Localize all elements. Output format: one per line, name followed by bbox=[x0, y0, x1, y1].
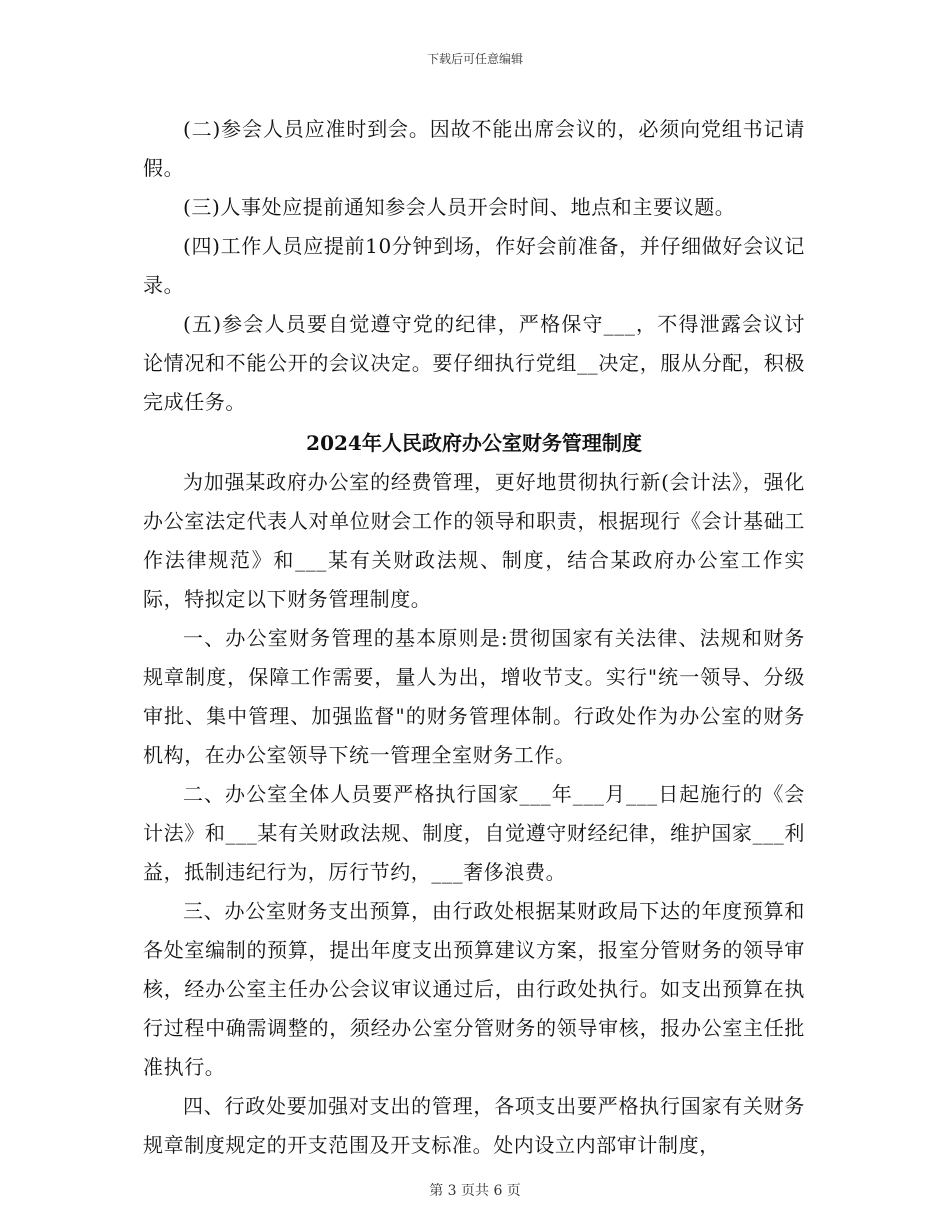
paragraph-item-4: (四)工作人员应提前10分钟到场，作好会前准备，并仔细做好会议记录。 bbox=[143, 234, 805, 297]
page-footer: 第 3 页共 6 页 bbox=[429, 1183, 521, 1199]
paragraph-intro: 为加强某政府办公室的经费管理，更好地贯彻执行新(会计法》，强化办公室法定代表人对单位财会工作的领导和职责，根据现行《会计基础工作法律规范》和___某有关财政法规、制度，结合某政府办公室工作实际，特拟定以下财务管理制度。 bbox=[143, 470, 805, 611]
document-body bbox=[143, 110, 805, 1165]
paragraph-item-2: (二)参会人员应准时到会。因故不能出席会议的，必须向党组书记请假。 bbox=[143, 117, 805, 180]
paragraph-item-3: (三)人事处应提前通知参会人员开会时间、地点和主要议题。 bbox=[183, 195, 736, 219]
page-header: 下载后可任意编辑 bbox=[426, 52, 523, 66]
paragraph-article-4: 四、行政处要加强对支出的管理，各项支出要严格执行国家有关财务规章制度规定的开支范围及开支标准。处内设立内部审计制度， bbox=[143, 1094, 805, 1157]
document-title: 2024年人民政府办公室财务管理制度 bbox=[306, 431, 642, 455]
paragraph-article-3: 三、办公室财务支出预算，由行政处根据某财政局下达的年度预算和各处室编制的预算，提出年度支出预算建议方案，报室分管财务的领导审核，经办公室主任办公会议审议通过后，由行政处执行。如支出预算在执行过程中确需调整的，须经办公室分管财务的领导审核，报办公室主任批准执行。 bbox=[143, 899, 805, 1079]
paragraph-article-1: 一、办公室财务管理的基本原则是:贯彻国家有关法律、法规和财务规章制度，保障工作需要，量人为出，增收节支。实行"统一领导、分级审批、集中管理、加强监督"的财务管理体制。行政处作为办公室的财务机构，在办公室领导下统一管理全室财务工作。 bbox=[143, 626, 805, 767]
paragraph-article-2: 二、办公室全体人员要严格执行国家___年___月___日起施行的《会计法》和___某有关财政法规、制度，自觉遵守财经纪律，维护国家___利益，抵制违纪行为，厉行节约，___奢侈浪费。 bbox=[143, 782, 805, 884]
paragraph-item-5: (五)参会人员要自觉遵守党的纪律，严格保守___，不得泄露会议讨论情况和不能公开的会议决定。要仔细执行党组__决定，服从分配，积极完成任务。 bbox=[143, 312, 805, 414]
